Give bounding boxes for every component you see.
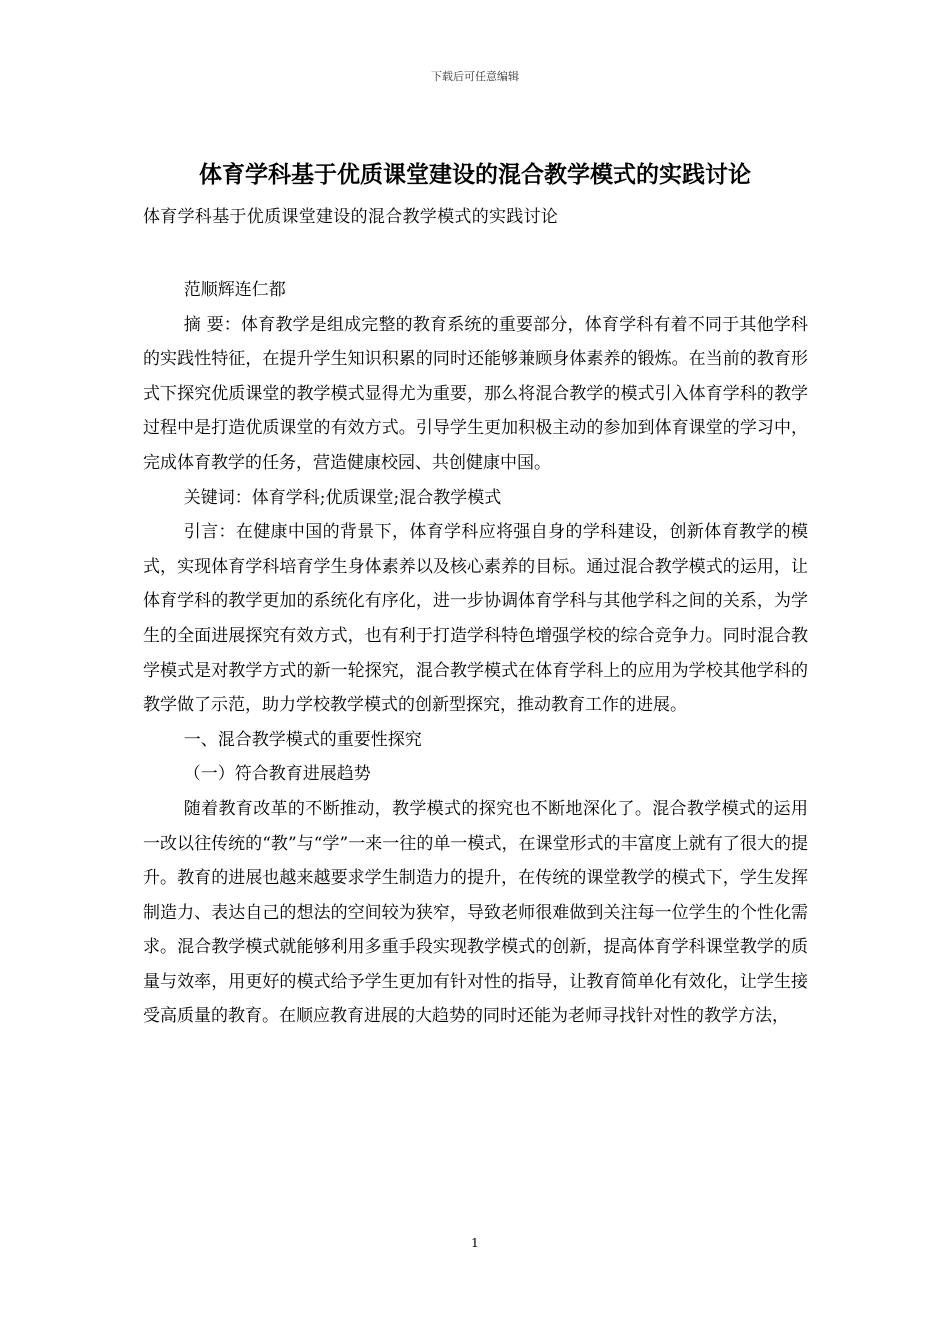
document-subtitle: 体育学科基于优质课堂建设的混合教学模式的实践讨论 xyxy=(143,207,559,227)
page-number: 1 xyxy=(471,1236,479,1250)
abstract-paragraph: 摘 要：体育教学是组成完整的教育系统的重要部分，体育学科有着不同于其他学科的实践性特征，在提升学生知识积累的同时还能够兼顾身体素养的锻炼。在当前的教育形式下探究优质课堂的教学模式显得尤为重要，那么将混合教学的模式引入体育学科的教学过程中是打造优质课堂的有效方式。引导学生更加积极主动的参加到体育课堂的学习中，完成体育教学的任务，营造健康校园、共创健康中国。 xyxy=(143,314,808,473)
document-title: 体育学科基于优质课堂建设的混合教学模式的实践讨论 xyxy=(199,161,751,188)
author-line: 范顺辉连仁都 xyxy=(183,280,286,300)
introduction-paragraph: 引言：在健康中国的背景下，体育学科应将强自身的学科建设，创新体育教学的模式，实现体育学科培育学生身体素养以及核心素养的目标。通过混合教学模式的运用，让体育学科的教学更加的系统化有序化，进一步协调体育学科与其他学科之间的关系，为学生的全面进展探究有效方式，也有利于打造学科特色增强学校的综合竞争力。同时混合教学模式是对教学方式的新一轮探究，混合教学模式在体育学科上的应用为学校其他学科的教学做了示范，助力学校教学模式的创新型探究，推动教育工作的进展。 xyxy=(143,522,808,716)
subsection-heading: （一）符合教育进展趋势 xyxy=(183,764,371,785)
body-paragraph: 随着教育改革的不断推动，教学模式的探究也不断地深化了。混合教学模式的运用一改以往传统的“教”与“学”一来一往的单一模式，在课堂形式的丰富度上就有了很大的提升。教育的进展也越来越要求学生制造力的提升，在传统的课堂教学的模式下，学生发挥制造力、表达自己的想法的空间较为狭窄，导致老师很难做到关注每一位学生的个性化需求。混合教学模式就能够利用多重手段实现教学模式的创新，提高体育学科课堂教学的质量与效率，用更好的模式给予学生更加有针对性的指导，让教育简单化有效化，让学生接受高质量的教育。在顺应教育进展的大趋势的同时还能为老师寻找针对性的教学方法， xyxy=(143,798,808,1027)
keywords-line: 关键词：体育学科;优质课堂;混合教学模式 xyxy=(183,487,502,508)
section-heading: 一、混合教学模式的重要性探究 xyxy=(183,729,422,750)
page-header-note: 下载后可任意编辑 xyxy=(431,70,519,83)
document-body xyxy=(143,273,808,1034)
